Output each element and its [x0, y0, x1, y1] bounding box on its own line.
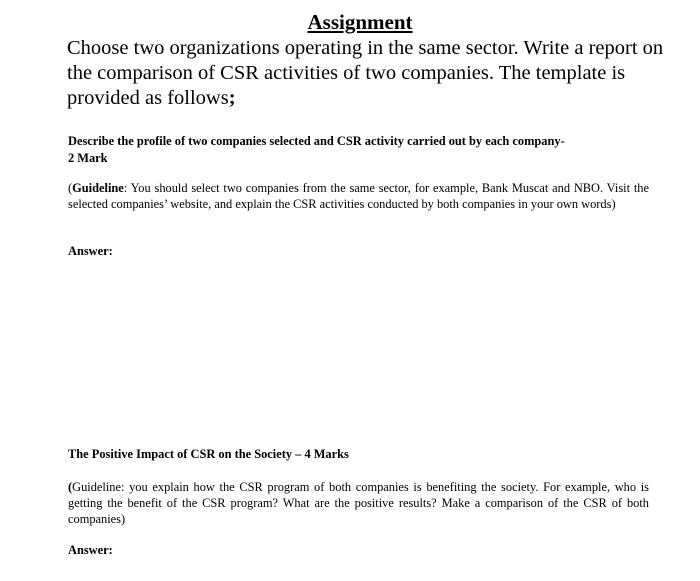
section1-guideline-open: ( — [68, 181, 73, 195]
section1-guideline — [68, 180, 649, 212]
section2-guideline-open: ( — [68, 480, 73, 494]
section2-answer-label: Answer: — [68, 543, 113, 557]
section1-heading-line1: Describe the profile of two companies selected and CSR activity carried out by each company- — [68, 134, 565, 148]
section1-guideline-label: Guideline — [72, 181, 124, 195]
section2-heading: The Positive Impact of CSR on the Society – 4 Marks — [68, 447, 349, 461]
assignment-instructions — [67, 36, 667, 111]
document-title: Assignment — [307, 10, 413, 34]
section1-heading-line2: 2 Mark — [68, 151, 108, 165]
section1-heading — [68, 133, 653, 167]
section1-answer-label: Answer: — [68, 244, 113, 258]
instructions-text: Choose two organizations operating in the same sector. Write a report on the comparison of CSR activities of two companies. The template is provided as follows — [67, 37, 664, 109]
instructions-end-mark: ; — [228, 87, 236, 109]
section1-guideline-text: : You should select two companies from the same sector, for example, Bank Muscat and NBO. Visit the selected companies’ website, and explain the CSR activities conducted by both companies in your own words) — [68, 181, 649, 211]
section2-guideline-text: Guideline: you explain how the CSR program of both companies is benefiting the society. For example, who is getting the benefit of the CSR program? What are the positive results? Make a comparison of the CSR of both companies) — [68, 480, 649, 526]
section2-guideline — [68, 479, 649, 527]
